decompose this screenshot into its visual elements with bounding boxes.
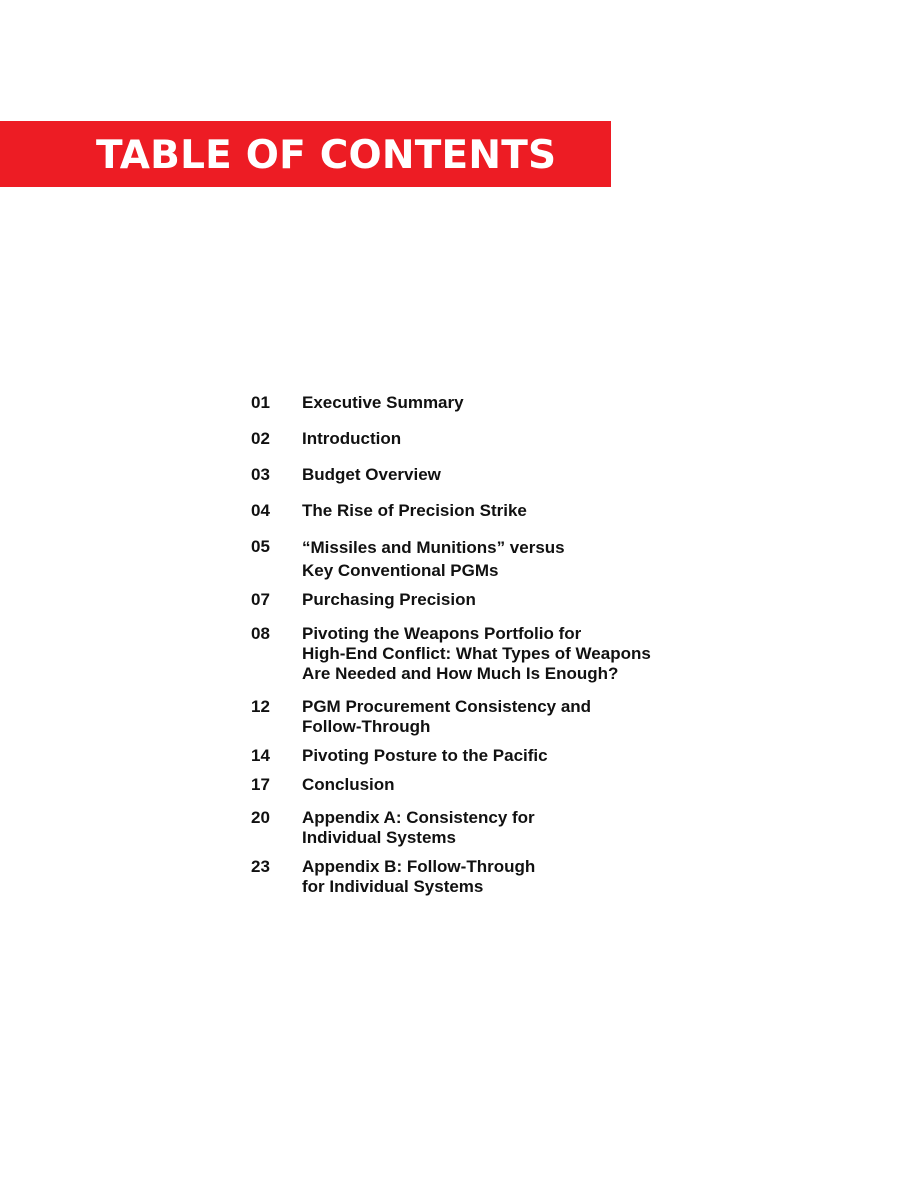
toc-page-number: 02 [251, 429, 270, 448]
toc-entry-title-line: PGM Procurement Consistency and [302, 697, 592, 716]
toc-entry-title-line: Are Needed and How Much Is Enough? [302, 664, 619, 683]
toc-entry-title-line: Individual Systems [302, 828, 456, 847]
page-title: TABLE OF CONTENTS [96, 133, 557, 178]
toc-entry-title [302, 501, 742, 521]
toc-page-number: 03 [251, 465, 270, 484]
toc-entry-title [302, 624, 742, 684]
toc-page-number: 07 [251, 590, 270, 609]
toc-entry-title [302, 808, 742, 848]
toc-entry-title-line: Pivoting Posture to the Pacific [302, 746, 548, 765]
toc-page-number: 12 [251, 697, 270, 716]
toc-entry-title-line: Conclusion [302, 775, 395, 794]
toc-entry-title [302, 536, 742, 582]
toc-page-number: 20 [251, 808, 270, 827]
toc-entry-title-line: Key Conventional PGMs [302, 561, 499, 580]
toc-entry-title-line: for Individual Systems [302, 877, 484, 896]
toc-page-number: 01 [251, 393, 270, 412]
toc-entry-title-line: Executive Summary [302, 393, 464, 412]
toc-page-number: 17 [251, 775, 270, 794]
toc-page-number: 05 [251, 537, 270, 556]
toc-page-number: 08 [251, 624, 270, 643]
toc-entry-title [302, 393, 742, 413]
toc-entry-title-line: Appendix A: Consistency for [302, 808, 535, 827]
toc-page-number: 23 [251, 857, 270, 876]
toc-entry-title-line: The Rise of Precision Strike [302, 501, 527, 520]
toc-entry-title-line: Purchasing Precision [302, 590, 476, 609]
toc-entry-title-line: High-End Conflict: What Types of Weapons [302, 644, 651, 663]
toc-entry-title-line: Appendix B: Follow-Through [302, 857, 536, 876]
toc-entry-title-line: Follow-Through [302, 717, 431, 736]
toc-page-number: 04 [251, 501, 270, 520]
toc-entry-title [302, 465, 742, 485]
toc-entry-title [302, 746, 742, 766]
toc-entry-title [302, 697, 742, 737]
toc-entry-title [302, 857, 742, 897]
toc-entry-title [302, 590, 742, 610]
toc-entry-title-line: “Missiles and Munitions” versus [302, 538, 565, 557]
toc-entry-title-line: Pivoting the Weapons Portfolio for [302, 624, 582, 643]
toc-entry-title-line: Introduction [302, 429, 402, 448]
toc-page-number: 14 [251, 746, 270, 765]
toc-entry-title [302, 429, 742, 449]
toc-entry-title-line: Budget Overview [302, 465, 441, 484]
toc-entry-title [302, 775, 742, 795]
